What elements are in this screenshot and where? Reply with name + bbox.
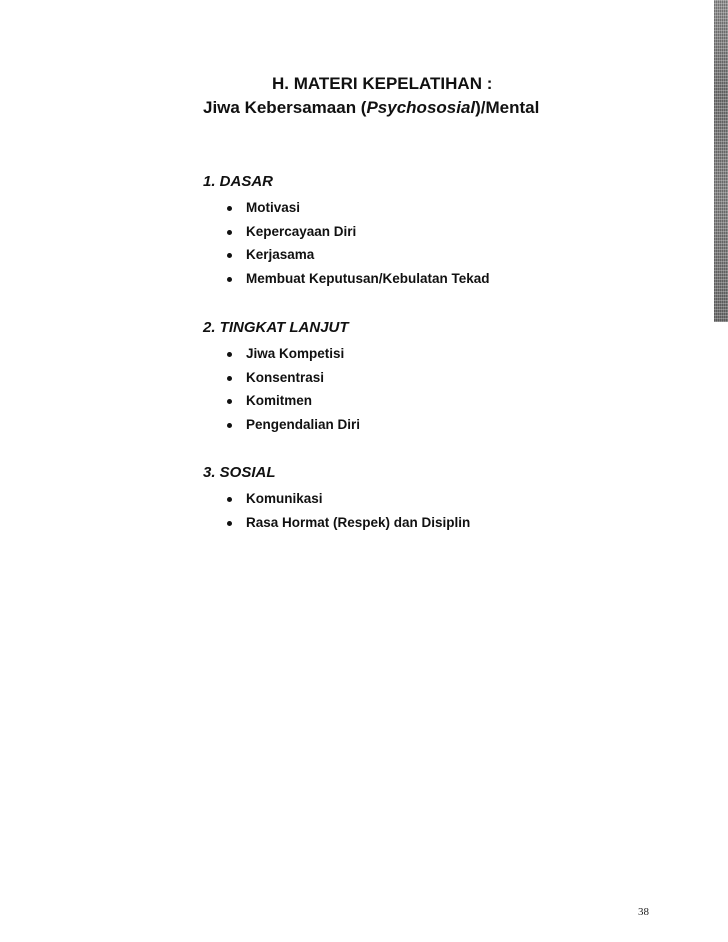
list-item [203, 243, 603, 267]
list-item [203, 413, 603, 437]
list-item-label: Kerjasama [246, 247, 315, 262]
list-item-label: Konsentrasi [246, 369, 325, 385]
list-item [203, 366, 603, 390]
page-number: 38 [638, 906, 649, 918]
section-heading: 2. TINGKAT LANJUT [203, 319, 349, 336]
title-subheading-suffix: )/Mental [475, 98, 540, 117]
bullet-icon [227, 253, 232, 258]
list-item [203, 389, 603, 413]
list-item [203, 487, 603, 511]
list-item-label: Pengendalian Diri [246, 416, 361, 432]
section-heading: 3. SOSIAL [203, 464, 276, 481]
page-title [203, 72, 583, 120]
section-dasar [203, 172, 603, 290]
list-item [203, 220, 603, 244]
bullet-icon [227, 230, 232, 235]
bullet-icon [227, 277, 232, 282]
bullet-icon [227, 423, 232, 428]
list-item [203, 342, 603, 366]
section-tingkat-lanjut [203, 318, 603, 436]
bullet-list [203, 196, 603, 290]
list-item-label: Motivasi [246, 200, 301, 215]
bullet-icon [227, 206, 232, 211]
section-heading: 1. DASAR [203, 173, 274, 190]
list-item [203, 196, 603, 220]
bullet-list [203, 342, 603, 436]
title-heading: H. MATERI KEPELATIHAN : [272, 74, 493, 93]
list-item-label: Komitmen [246, 393, 313, 408]
list-item-label: Membuat Keputusan/Kebulatan Tekad [246, 270, 490, 286]
title-subheading-prefix: Jiwa Kebersamaan ( [203, 98, 367, 117]
bullet-list [203, 487, 603, 534]
list-item [203, 267, 603, 291]
title-subheading [203, 96, 583, 120]
list-item [203, 511, 603, 535]
bullet-icon [227, 352, 232, 357]
bullet-icon [227, 376, 232, 381]
decorative-side-texture [714, 0, 728, 322]
list-item-label: Kepercayaan Diri [246, 223, 357, 239]
list-item-label: Komunikasi [246, 491, 323, 506]
section-sosial [203, 463, 603, 534]
list-item-label: Rasa Hormat (Respek) dan Disiplin [246, 514, 471, 530]
list-item-label: Jiwa Kompetisi [246, 346, 345, 361]
bullet-icon [227, 399, 232, 404]
bullet-icon [227, 521, 232, 526]
bullet-icon [227, 497, 232, 502]
title-subheading-italic: Psychososial [366, 98, 476, 117]
